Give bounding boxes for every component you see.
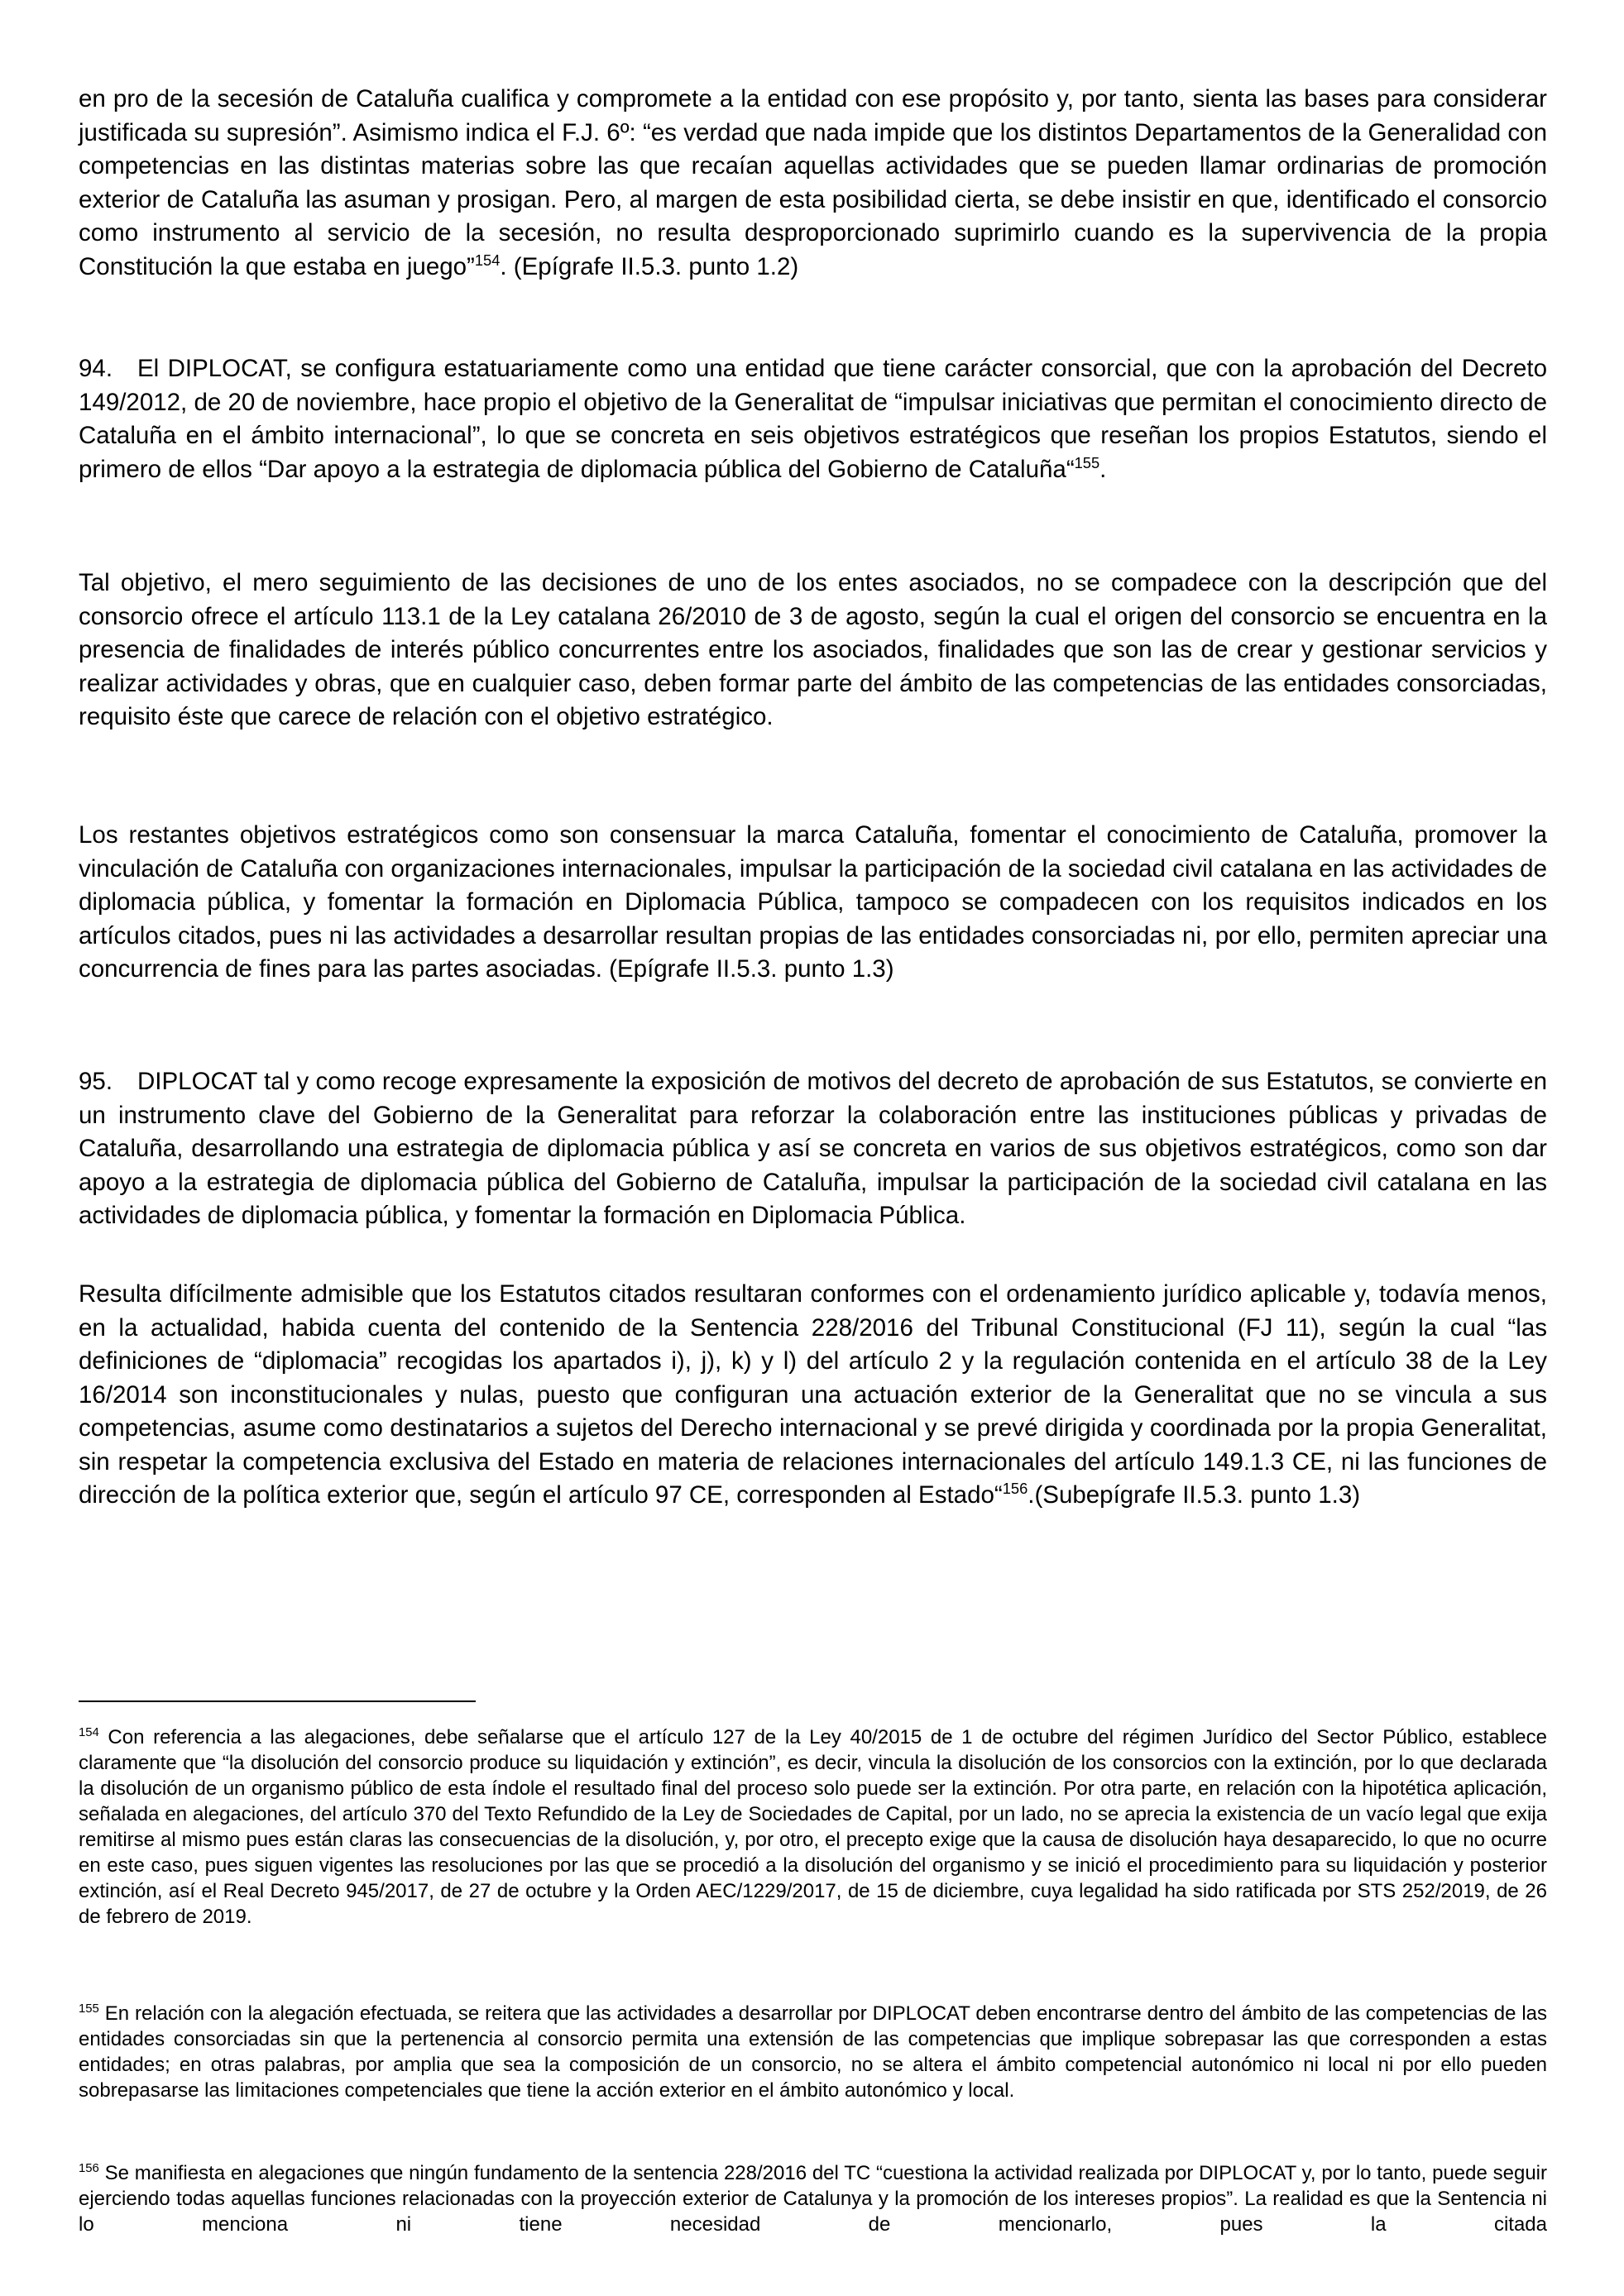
paragraph-text: DIPLOCAT tal y como recoge expresamente la exposición de motivos del decreto de aprobación de sus Estatutos, se convierte en un instrumento clave del Gobierno de la Generalitat para reforzar la colaboración entre las instituciones públicas y privadas de Cataluña, desarrollando una estrategia de diplomacia pública y así se concreta en varios de sus objetivos estratégicos, como son dar apoyo a la estrategia de diplomacia pública del Gobierno de Cataluña, impulsar la participación de la sociedad civil catalana en las actividades de diplomacia pública, y fomentar la formación en Diplomacia Pública. [79,1068,1547,1229]
paragraph-continuation [79,83,1547,284]
footnote-text: Con referencia a las alegaciones, debe señalarse que el artículo 127 de la Ley 40/2015 de 1 de octubre del régimen Jurídico del Sector Público, establece claramente que “la disolución del consorcio produce su liquidación y extinción”, es decir, vincula la disolución de los consorcios con la extinción, por lo que declarada la disolución de un organismo público de esta índole el resultado final del proceso solo puede ser la extinción. Por otra parte, en relación con la hipotética aplicación, señalada en alegaciones, del artículo 370 del Texto Refundido de la Ley de Sociedades de Capital, por un lado, no se aprecia la existencia de un vacío legal que exija remitirse al mismo pues están claras las consecuencias de la disolución, y, por otro, el precepto exige que la causa de disolución haya desaparecido, lo que no ocurre en este caso, pues siguen vigentes las resoluciones por las que se procedió a la disolución del organismo y se inició el procedimiento para su liquidación y posterior extinción, así el Real Decreto 945/2017, de 27 de octubre y la Orden AEC/1229/2017, de 15 de diciembre, cuya legalidad ha sido ratificada por STS 252/2019, de 26 de febrero de 2019. [79,1726,1547,1928]
paragraph-text: en pro de la secesión de Cataluña cualifica y compromete a la entidad con ese propósito y, por tanto, sienta las bases para considerar justificada su supresión”. Asimismo indica el F.J. 6º: “es verdad que nada impide que los distintos Departamentos de la Generalidad con competencias en las distintas materias sobre las que recaían aquellas actividades que se pueden llamar ordinarias de promoción exterior de Cataluña las asuman y prosigan. Pero, al margen de esta posibilidad cierta, se debe insistir en que, identificado el consorcio como instrumento al servicio de la secesión, no resulta desproporcionado suprimirlo cuando es la supervivencia de la propia Constitución la que estaba en juego” [79,85,1547,280]
paragraph-94 [79,352,1547,486]
paragraph-admisible [79,1278,1547,1513]
footnote-text: Se manifiesta en alegaciones que ningún fundamento de la sentencia 228/2016 del TC “cuestiona la actividad realizada por DIPLOCAT y, por lo tanto, puede seguir ejerciendo todas aquellas funciones relacionadas con la proyección exterior de Catalunya y la promoción de los intereses propios”. La realidad es que la Sentencia ni lo menciona ni tiene necesidad de mencionarlo, pues la citada [79,2162,1547,2236]
footnote-156 [79,2160,1547,2237]
paragraph-text-after: . [1099,455,1107,483]
footnote-ref-155[interactable]: 155 [1074,453,1100,471]
footnote-154 [79,1724,1547,1930]
footnote-text: En relación con la alegación efectuada, se reitera que las actividades a desarrollar por DIPLOCAT deben encontrarse dentro del ámbito de las competencias de las entidades consorciadas sin que la pertenencia al consorcio permita una extensión de las competencias que implique sobrepasar las que corresponden a estas entidades; en otras palabras, por amplia que sea la composición de un consorcio, no se altera el ámbito competencial autonómico ni local ni por ello pueden sobrepasarse las limitaciones competenciales que tiene la acción exterior en el ámbito autonómico y local. [79,2002,1547,2102]
footnote-separator [79,1700,476,1702]
paragraph-95 [79,1065,1547,1233]
paragraph-text: Los restantes objetivos estratégicos como son consensuar la marca Cataluña, fomentar el conocimiento de Cataluña, promover la vinculación de Cataluña con organizaciones internacionales, impulsar la participación de la sociedad civil catalana en las actividades de diplomacia pública, y fomentar la formación en Diplomacia Pública, tampoco se compadecen con los requisitos indicados en los artículos citados, pues ni las actividades a desarrollar resultan propias de las entidades consorciadas ni, por ello, permiten apreciar una concurrencia de fines para las partes asociadas. (Epígrafe II.5.3. punto 1.3) [79,821,1547,983]
paragraph-objetivo [79,567,1547,734]
paragraph-text: Tal objetivo, el mero seguimiento de las decisiones de uno de los entes asociados, no se compadece con la descripción que del consorcio ofrece el artículo 113.1 de la Ley catalana 26/2010 de 3 de agosto, según la cual el origen del consorcio se encuentra en la presencia de finalidades de interés público concurrentes entre los asociados, finalidades que son las de crear y gestionar servicios y realizar actividades y obras, que en cualquier caso, deben formar parte del ámbito de las competencias de las entidades consorciadas, requisito éste que carece de relación con el objetivo estratégico. [79,569,1547,730]
footnote-mark: 156 [79,2162,99,2176]
footnote-155 [79,2001,1547,2103]
footnote-ref-156[interactable]: 156 [1002,1480,1028,1498]
paragraph-number: 94. [79,355,113,382]
footnote-mark: 154 [79,1726,99,1740]
paragraph-text-after: . (Epígrafe II.5.3. punto 1.2) [500,252,799,280]
paragraph-restantes-objetivos [79,819,1547,987]
footnote-mark: 155 [79,2002,99,2016]
footnote-ref-154[interactable]: 154 [474,251,501,269]
paragraph-text: Resulta difícilmente admisible que los Estatutos citados resultaran conformes con el ordenamiento jurídico aplicable y, todavía menos, en la actualidad, habida cuenta del contenido de la Sentencia 228/2016 del Tribunal Constitucional (FJ 11), según la cual “las definiciones de “diplomacia” recogidas los apartados i), j), k) y l) del artículo 2 y la regulación contenida en el artículo 38 de la Ley 16/2014 son inconstitucionales y nulas, puesto que configuran una actuación exterior de la Generalitat que no se vincula a sus competencias, asume como destinatarios a sujetos del Derecho internacional y se prevé dirigida y coordinada por la propia Generalitat, sin respetar la competencia exclusiva del Estado en materia de relaciones internacionales del artículo 149.1.3 CE, ni las funciones de dirección de la política exterior que, según el artículo 97 CE, corresponden al Estado“ [79,1280,1547,1509]
paragraph-text: El DIPLOCAT, se configura estatuariamente como una entidad que tiene carácter consorcial, que con la aprobación del Decreto 149/2012, de 20 de noviembre, hace propio el objetivo de la Generalitat de “impulsar iniciativas que permitan el conocimiento directo de Cataluña en el ámbito internacional”, lo que se concreta en seis objetivos estratégicos que reseñan los propios Estatutos, siendo el primero de ellos “Dar apoyo a la estrategia de diplomacia pública del Gobierno de Cataluña“ [79,355,1547,483]
paragraph-number: 95. [79,1068,113,1095]
paragraph-text-after: .(Subepígrafe II.5.3. punto 1.3) [1028,1481,1361,1509]
